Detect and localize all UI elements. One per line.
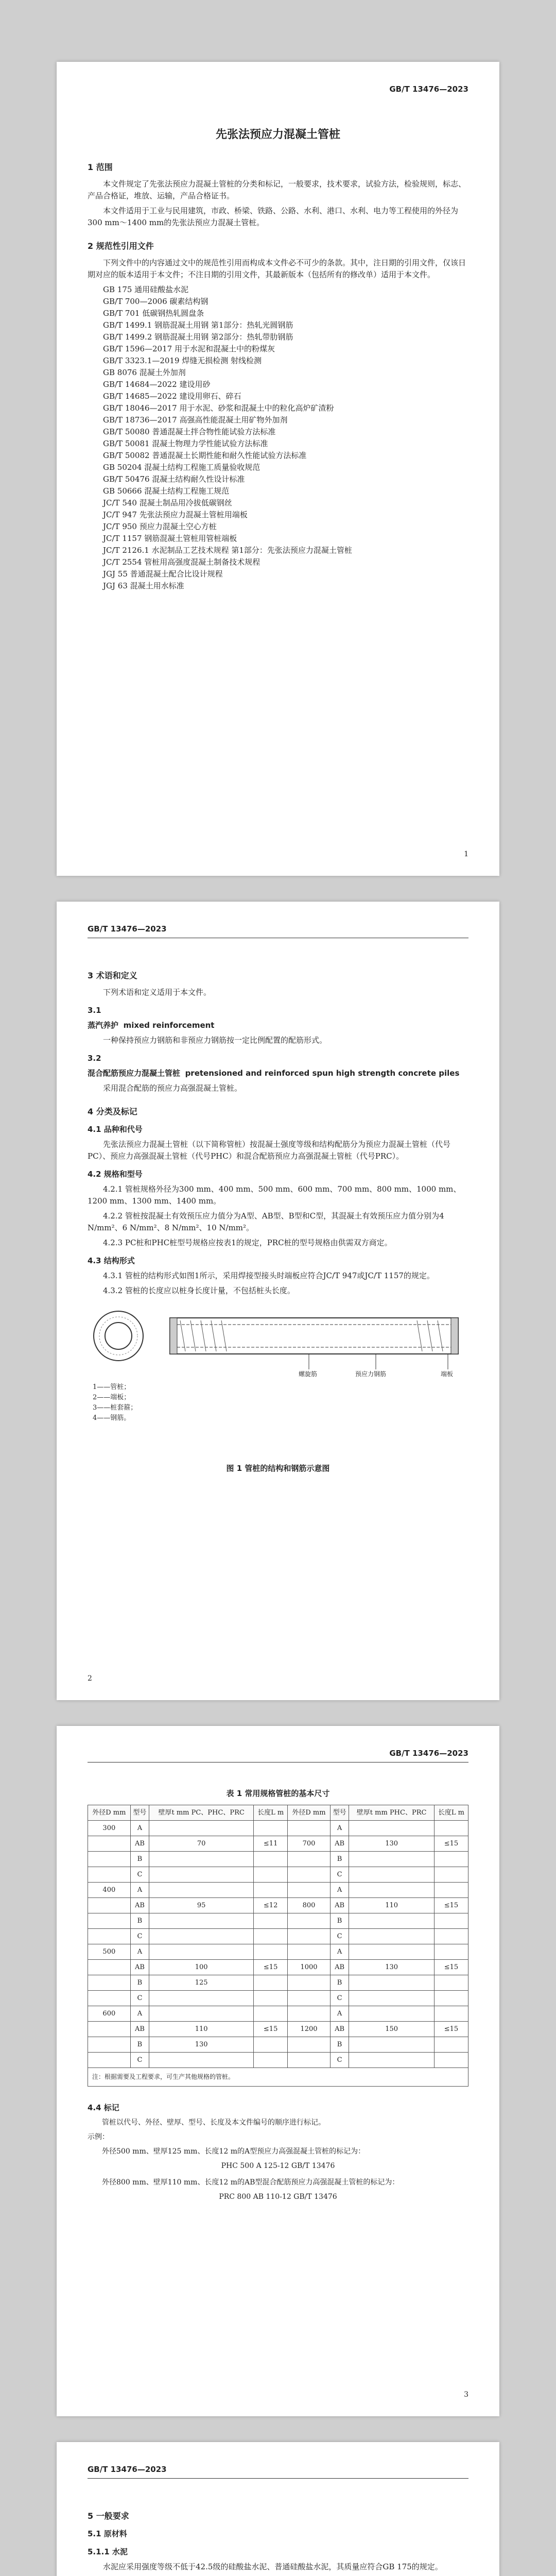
figure-pile-structure <box>88 1305 468 1460</box>
table-header-row <box>88 1805 468 1821</box>
table-row <box>88 1836 468 1852</box>
reference-item: JC/T 2126.1 水泥制品工艺技术规程 第1部分：先张法预应力混凝土管桩 <box>103 546 352 555</box>
pile-elevation <box>170 1318 458 1354</box>
table-cell <box>349 1991 435 2006</box>
table-cell <box>149 1991 254 2006</box>
subsection-heading: 4.3 结构形式 <box>88 1256 135 1265</box>
table-cell <box>434 1944 468 1960</box>
table-cell: A <box>130 1883 149 1898</box>
reference-item: GB/T 700—2006 碳素结构钢 <box>103 297 208 306</box>
reference-item: GB 175 通用硅酸盐水泥 <box>103 285 189 294</box>
table-cell <box>434 2006 468 2022</box>
standard-code-header: GB/T 13476—2023 <box>389 84 468 94</box>
table-cell <box>88 2053 131 2068</box>
table-cell: C <box>330 1991 349 2006</box>
legend-item: 2——端板； <box>93 1394 131 1401</box>
standard-code-header: GB/T 13476—2023 <box>88 2465 167 2474</box>
document-page-4 <box>57 2442 499 2576</box>
table-cell: ≤15 <box>254 1960 288 1975</box>
table-cell <box>88 1929 131 1944</box>
paragraph: 4.2.3 PC桩和PHC桩型号规格应按表1的规定，PRC桩的型号规格由供需双方商定。 <box>103 1238 392 1247</box>
reference-item: GB/T 50476 混凝土结构耐久性设计标准 <box>103 474 245 484</box>
table-cell: 125 <box>149 1975 254 1991</box>
reference-item: GB/T 50082 普通混凝土长期性能和耐久性能试验方法标准 <box>103 451 307 460</box>
table-row <box>88 1898 468 1913</box>
section-heading: 4 分类及标记 <box>88 1107 137 1116</box>
table-cell <box>349 1944 435 1960</box>
table-cell <box>254 1913 288 1929</box>
table-cell <box>288 1821 331 1836</box>
table-cell <box>349 1913 435 1929</box>
standard-code-header: GB/T 13476—2023 <box>88 924 167 934</box>
table-cell: B <box>330 1852 349 1867</box>
table-cell: A <box>330 1821 349 1836</box>
subsection-heading: 4.4 标记 <box>88 2103 119 2112</box>
table-cell <box>288 1929 331 1944</box>
table-row <box>88 1975 468 1991</box>
paragraph: 4.3.1 管桩的结构形式如图1所示，采用焊接型接头时端板应符合JC/T 947或JC/T 1157的规定。 <box>103 1271 435 1280</box>
example-text: 外径500 mm、壁厚125 mm、长度12 m的A型预应力高强混凝土管桩的标记为： <box>102 2147 366 2156</box>
table-cell: C <box>130 2053 149 2068</box>
term-definition: 一种保持预应力钢筋和非预应力钢筋按一定比例配置的配筋形式。 <box>103 1036 327 1045</box>
section-heading: 2 规范性引用文件 <box>88 241 154 251</box>
table-cell <box>349 1852 435 1867</box>
table-cell <box>434 1929 468 1944</box>
table-cell: 95 <box>149 1898 254 1913</box>
header-rule <box>88 2478 468 2479</box>
table-cell: B <box>330 2037 349 2053</box>
column-header: 外径D mm <box>288 1805 331 1821</box>
table-body <box>88 1821 468 2068</box>
reference-item: JGJ 55 普通混凝土配合比设计规程 <box>103 569 223 579</box>
table-cell <box>349 1929 435 1944</box>
reference-item: GB/T 50081 混凝土物理力学性能试验方法标准 <box>103 439 268 448</box>
table-cell <box>349 2006 435 2022</box>
reference-item: JC/T 1157 钢筋混凝土管桩用管桩端板 <box>103 534 237 543</box>
table-cell <box>149 1913 254 1929</box>
table-cell <box>434 1821 468 1836</box>
table-cell: C <box>130 1991 149 2006</box>
column-header: 壁厚t mm PHC、PRC <box>349 1805 435 1821</box>
reference-item: GB/T 18736—2017 高强高性能混凝土用矿物外加剂 <box>103 415 288 425</box>
dimensions-table <box>88 1805 468 2087</box>
table-cell: ≤12 <box>254 1898 288 1913</box>
table-cell: AB <box>330 1960 349 1975</box>
reference-item: GB 50204 混凝土结构工程施工质量验收规范 <box>103 463 260 472</box>
subsection-heading: 5.1.1 水泥 <box>88 2547 128 2556</box>
reference-item: GB 8076 混凝土外加剂 <box>103 368 186 377</box>
table-cell: A <box>330 2006 349 2022</box>
table-cell: 130 <box>149 2037 254 2053</box>
table-row <box>88 2006 468 2022</box>
table-cell <box>149 1883 254 1898</box>
table-cell <box>254 1821 288 1836</box>
fig-label: 螺旋筋 <box>299 1370 318 1377</box>
table-cell: 800 <box>288 1898 331 1913</box>
page-number: 3 <box>464 2391 468 2399</box>
table-cell: A <box>130 1944 149 1960</box>
table-cell: ≤15 <box>254 2022 288 2037</box>
column-header: 长度L m <box>254 1805 288 1821</box>
table-row <box>88 1929 468 1944</box>
table-cell: 1000 <box>288 1960 331 1975</box>
table-cell <box>88 1836 131 1852</box>
table-cell: B <box>130 1913 149 1929</box>
table-note-row <box>88 2068 468 2087</box>
table-cell: 110 <box>349 1898 435 1913</box>
table-cell: B <box>130 2037 149 2053</box>
table-cell: 700 <box>288 1836 331 1852</box>
reference-list <box>88 284 468 592</box>
table-row <box>88 2053 468 2068</box>
table-cell <box>288 2006 331 2022</box>
section-heading: 1 范围 <box>88 162 113 172</box>
example-label: 示例： <box>88 2133 109 2141</box>
table-cell: AB <box>130 2022 149 2037</box>
paragraph: 4.2.2 管桩按混凝土有效预压应力值分为A型、AB型、B型和C型，其混凝土有效预压应力值分别为4 N/mm²、6 N/mm²、8 N/mm²、10 N/mm²。 <box>88 1211 444 1232</box>
table-cell: C <box>330 1929 349 1944</box>
reference-item: GB/T 1596—2017 用于水泥和混凝土中的粉煤灰 <box>103 344 275 353</box>
term-en: mixed reinforcement <box>123 1021 215 1030</box>
subsection-heading: 4.2 规格和型号 <box>88 1170 143 1179</box>
table-cell: 400 <box>88 1883 131 1898</box>
table-cell <box>254 1929 288 1944</box>
subsection-heading: 4.1 品种和代号 <box>88 1125 143 1134</box>
table-cell: A <box>130 2006 149 2022</box>
column-header: 壁厚t mm PC、PHC、PRC <box>149 1805 254 1821</box>
paragraph: 4.2.1 管桩规格外径为300 mm、400 mm、500 mm、600 mm、700 mm、800 mm、1000 mm、1200 mm、1300 mm、1400 mm。 <box>88 1184 461 1206</box>
table-cell <box>434 1975 468 1991</box>
table-cell: 500 <box>88 1944 131 1960</box>
end-plate-left <box>170 1318 177 1354</box>
pile-diagram <box>88 1305 468 1377</box>
table-cell <box>434 1867 468 1883</box>
table-cell: AB <box>130 1898 149 1913</box>
table-cell <box>149 1944 254 1960</box>
table-cell <box>254 1852 288 1867</box>
legend-item: 4——钢筋。 <box>93 1414 131 1422</box>
pile-hollow-core <box>105 1323 132 1349</box>
table-row <box>88 1944 468 1960</box>
table-cell <box>254 1944 288 1960</box>
table-cell: A <box>330 1944 349 1960</box>
table-row <box>88 1960 468 1975</box>
table-cell: A <box>330 1883 349 1898</box>
table-cell <box>288 2053 331 2068</box>
table-cell: 130 <box>349 1836 435 1852</box>
table-cell: C <box>130 1867 149 1883</box>
example-mark: PHC 500 A 125-12 GB/T 13476 <box>221 2162 335 2170</box>
table-cell <box>254 2037 288 2053</box>
table-cell: 130 <box>349 1960 435 1975</box>
table-cell: ≤15 <box>434 2022 468 2037</box>
table-cell: 70 <box>149 1836 254 1852</box>
term-entry <box>88 1020 468 1031</box>
column-header: 外径D mm <box>88 1805 131 1821</box>
column-header: 长度L m <box>434 1805 468 1821</box>
document-title: 先张法预应力混凝土管桩 <box>215 128 340 141</box>
table-cell <box>149 1821 254 1836</box>
section-heading: 5 一般要求 <box>88 2511 129 2521</box>
paragraph: 本文件规定了先张法预应力混凝土管桩的分类和标记，一般要求，技术要求，试验方法，检验规则，标志、产品合格证，堆放、运输，产品合格证书。 <box>88 179 466 200</box>
paragraph: 管桩以代号、外径、壁厚、型号、长度及本文件编号的顺序进行标记。 <box>102 2119 325 2127</box>
reference-item: JC/T 2554 管桩用高强度混凝土制备技术规程 <box>103 557 260 567</box>
term-cn: 蒸汽养护 <box>88 1021 119 1030</box>
fig-label: 端板 <box>441 1370 454 1377</box>
table-cell: AB <box>330 1898 349 1913</box>
figure-legend <box>93 1382 137 1423</box>
table-row <box>88 1991 468 2006</box>
table-cell: 110 <box>149 2022 254 2037</box>
pile-cross-section <box>94 1311 143 1361</box>
table-cell <box>434 2053 468 2068</box>
term-cn: 混合配筋预应力混凝土管桩 <box>88 1069 181 1078</box>
reference-item: GB/T 50080 普通混凝土拌合物性能试验方法标准 <box>103 427 276 436</box>
table-cell: C <box>330 1867 349 1883</box>
table-row <box>88 1821 468 1836</box>
column-header: 型号 <box>130 1805 149 1821</box>
term-number: 3.2 <box>88 1054 101 1063</box>
reference-item: GB/T 18046—2017 用于水泥、砂浆和混凝土中的粒化高炉矿渣粉 <box>103 403 334 413</box>
table-note: 注：根据需要及工程要求，可生产其他规格的管桩。 <box>88 2068 468 2087</box>
example-mark: PRC 800 AB 110-12 GB/T 13476 <box>219 2193 337 2201</box>
table-cell <box>349 1975 435 1991</box>
standard-code-header: GB/T 13476—2023 <box>389 1749 468 1758</box>
table-cell: B <box>330 1913 349 1929</box>
page-number: 2 <box>88 1674 92 1683</box>
table-cell: AB <box>130 1836 149 1852</box>
table-cell: ≤15 <box>434 1960 468 1975</box>
example-text: 外径800 mm、壁厚110 mm、长度12 m的AB型混合配筋预应力高强混凝土管桩的标记为： <box>102 2178 399 2187</box>
table-cell: 100 <box>149 1960 254 1975</box>
reference-item: JGJ 63 混凝土用水标准 <box>103 581 184 590</box>
table-cell <box>288 1913 331 1929</box>
column-header: 型号 <box>330 1805 349 1821</box>
table-cell: 300 <box>88 1821 131 1836</box>
table-cell: B <box>130 1852 149 1867</box>
table-cell <box>88 1898 131 1913</box>
table-cell <box>288 1852 331 1867</box>
reference-item: GB/T 1499.1 钢筋混凝土用钢 第1部分：热轧光圆钢筋 <box>103 320 293 330</box>
table-cell <box>254 1867 288 1883</box>
table-cell <box>349 1821 435 1836</box>
table-cell <box>288 1867 331 1883</box>
table-cell <box>88 1913 131 1929</box>
table-cell <box>288 1883 331 1898</box>
table-cell <box>88 1867 131 1883</box>
table-cell <box>254 2053 288 2068</box>
reference-item: GB/T 14684—2022 建设用砂 <box>103 380 211 389</box>
table-cell: ≤11 <box>254 1836 288 1852</box>
table-cell <box>88 1991 131 2006</box>
table-cell <box>349 2037 435 2053</box>
legend-item: 3——桩套箍； <box>93 1404 137 1412</box>
legend-item: 1——管桩； <box>93 1383 131 1391</box>
table-cell: C <box>330 2053 349 2068</box>
table-cell <box>349 1867 435 1883</box>
table-cell: 1200 <box>288 2022 331 2037</box>
end-plate-right <box>451 1318 458 1354</box>
table-cell <box>88 1975 131 1991</box>
section-heading: 3 术语和定义 <box>88 971 137 980</box>
table-row <box>88 1883 468 1898</box>
table-cell <box>349 2053 435 2068</box>
table-cell <box>149 1867 254 1883</box>
reference-item: JC/T 947 先张法预应力混凝土管桩用端板 <box>103 510 248 519</box>
table-cell <box>88 1852 131 1867</box>
paragraph: 下列文件中的内容通过文中的规范性引用而构成本文件必不可少的条款。其中，注日期的引用文件，仅该日期对应的版本适用于本文件；不注日期的引用文件，其最新版本（包括所有的修改单）适用于本文件。 <box>88 258 466 279</box>
table-cell <box>254 1991 288 2006</box>
term-definition: 采用混合配筋的预应力高强混凝土管桩。 <box>103 1083 242 1093</box>
paragraph: 水泥应采用强度等级不低于42.5级的硅酸盐水泥、普通硅酸盐水泥，其质量应符合GB 175的规定。 <box>103 2562 443 2571</box>
table-cell: B <box>330 1975 349 1991</box>
marking-section <box>88 2117 468 2202</box>
table-cell <box>288 1944 331 1960</box>
table-cell <box>88 1960 131 1975</box>
term-entry <box>88 1067 468 1079</box>
table-cell <box>349 1883 435 1898</box>
table-row <box>88 1852 468 1867</box>
table-cell <box>288 1991 331 2006</box>
table-cell: B <box>130 1975 149 1991</box>
table-cell: 150 <box>349 2022 435 2037</box>
reference-item: GB/T 701 低碳钢热轧圆盘条 <box>103 309 204 318</box>
table-cell <box>149 2006 254 2022</box>
term-number: 3.1 <box>88 1006 101 1015</box>
reference-item: GB/T 3323.1—2019 焊缝无损检测 射线检测 <box>103 356 262 365</box>
table-cell <box>149 2053 254 2068</box>
table-cell: C <box>130 1929 149 1944</box>
reference-item: JC/T 540 混凝土制品用冷拔低碳钢丝 <box>103 498 232 507</box>
fig-label: 预应力钢筋 <box>355 1370 387 1377</box>
table-cell <box>434 1852 468 1867</box>
term-en: pretensioned and reinforced spun high strength concrete piles <box>185 1069 460 1078</box>
table-row <box>88 2022 468 2037</box>
reference-item: GB 50666 混凝土结构工程施工规范 <box>103 486 230 496</box>
document-page-2 <box>57 902 499 1700</box>
document-page-3 <box>57 1726 499 2416</box>
table-caption: 表 1 常用规格管桩的基本尺寸 <box>226 1789 330 1798</box>
subsection-heading: 5.1 原材料 <box>88 2529 127 2538</box>
page-number: 1 <box>464 850 468 858</box>
table-cell <box>434 1991 468 2006</box>
document-page-1 <box>57 62 499 876</box>
table-row <box>88 2037 468 2053</box>
reference-item: JC/T 950 预应力混凝土空心方桩 <box>103 522 217 531</box>
table-cell <box>288 2037 331 2053</box>
table-cell: A <box>130 1821 149 1836</box>
reference-item: GB/T 14685—2022 建设用卵石、碎石 <box>103 392 241 401</box>
table-cell <box>88 2022 131 2037</box>
table-cell <box>434 2037 468 2053</box>
table-cell <box>434 1913 468 1929</box>
figure-caption: 图 1 管桩的结构和钢筋示意图 <box>226 1464 330 1473</box>
table-cell <box>434 1883 468 1898</box>
table-row <box>88 1867 468 1883</box>
table-cell <box>254 2006 288 2022</box>
table-cell <box>149 1852 254 1867</box>
table-cell: AB <box>330 2022 349 2037</box>
table-cell: AB <box>130 1960 149 1975</box>
paragraph: 下列术语和定义适用于本文件。 <box>103 988 212 997</box>
paragraph: 本文件适用于工业与民用建筑，市政、桥梁、铁路、公路、水利、港口、水利、电力等工程使用的外径为300 mm～1400 mm的先张法预应力混凝土管桩。 <box>88 206 459 227</box>
paragraph: 4.3.2 管桩的长度应以桩身长度计量，不包括桩头长度。 <box>103 1286 295 1295</box>
table-cell: ≤15 <box>434 1898 468 1913</box>
table-cell <box>254 1883 288 1898</box>
table-cell <box>88 2037 131 2053</box>
paragraph: 先张法预应力混凝土管桩（以下简称管桩）按混凝土强度等级和结构配筋分为预应力混凝土管桩（代号PC）、预应力高强混凝土管桩（代号PHC）和混合配筋预应力高强混凝土管桩（代号PRC）。 <box>88 1140 451 1161</box>
reference-item: GB/T 1499.2 钢筋混凝土用钢 第2部分：热轧带肋钢筋 <box>103 332 293 342</box>
table-cell <box>254 1975 288 1991</box>
table-cell <box>149 1929 254 1944</box>
table-cell: 600 <box>88 2006 131 2022</box>
table-cell: AB <box>330 1836 349 1852</box>
table-cell: ≤15 <box>434 1836 468 1852</box>
table-cell <box>288 1975 331 1991</box>
table-row <box>88 1913 468 1929</box>
